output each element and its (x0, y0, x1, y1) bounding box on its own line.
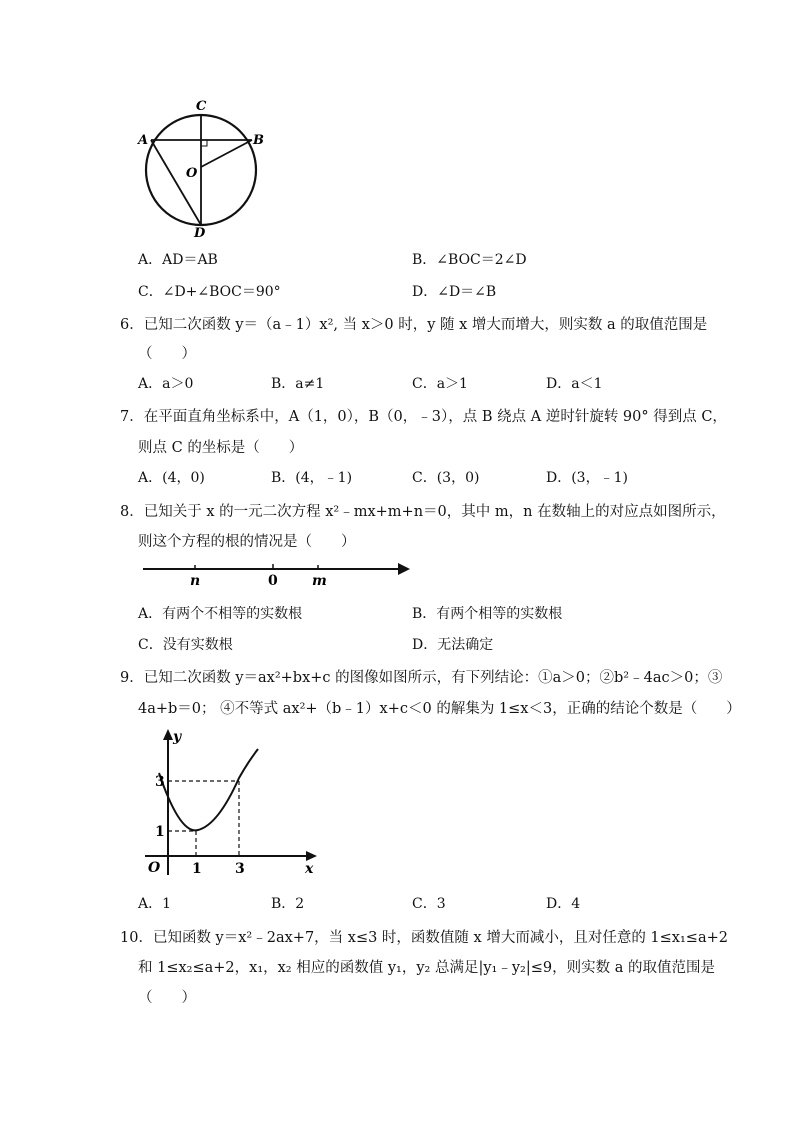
x-axis-arrow-icon (306, 851, 317, 861)
q6-option-a: A．a＞0 (138, 376, 194, 392)
q9-option-d: D．4 (546, 896, 581, 912)
q5-option-b: B．∠BOC＝2∠D (412, 252, 527, 268)
q7-option-c: C．(3，0) (412, 470, 480, 486)
arrow-right-icon (398, 563, 410, 575)
q6-option-c: C．a＞1 (412, 376, 468, 392)
q6-stem-line1: 6．已知二次函数 y＝（a﹣1）x², 当 x＞0 时，y 随 x 增大而增大，则实数 a 的取值范围是 (120, 317, 708, 333)
circle-figure (130, 95, 280, 240)
q10-stem-line1: 10．已知函数 y＝x²﹣2ax+7，当 x≤3 时，函数值随 x 增大而减小，且对任意的 1≤x₁≤a+2 (120, 930, 728, 946)
number-line (140, 558, 415, 590)
q8-option-a: A．有两个不相等的实数根 (138, 606, 303, 622)
q7-stem-line1: 7．在平面直角坐标系中，A（1，0），B（0，﹣3），点 B 绕点 A 逆时针旋转 90° 得到点 C， (120, 409, 727, 425)
label-b: B (253, 133, 264, 148)
q5-option-d: D．∠D＝∠B (412, 284, 497, 300)
line-ad (151, 140, 201, 225)
label-m: m (312, 573, 327, 589)
q9-option-c: C．3 (412, 896, 446, 912)
label-zero: 0 (268, 573, 278, 589)
q9-option-a: A．1 (138, 896, 172, 912)
q7-option-b: B．(4，﹣1) (271, 470, 353, 486)
label-x: x (305, 861, 314, 877)
q5-option-c: C．∠D+∠BOC＝90° (138, 284, 281, 300)
q8-option-d: D．无法确定 (412, 637, 494, 653)
q10-stem-line2: 和 1≤x₂≤a+2，x₁，x₂ 相应的函数值 y₁，y₂ 总满足|y₁﹣y₂|≤9，则实数 a 的取值范围是 (138, 960, 715, 976)
q9-stem-line1: 9．已知二次函数 y＝ax²+bx+c 的图像如图所示，有下列结论：①a＞0；②b²﹣4ac＞0；③ (120, 670, 723, 686)
q8-stem-line1: 8．已知关于 x 的一元二次方程 x²﹣mx+m+n＝0，其中 m，n 在数轴上的对应点如图所示， (120, 504, 726, 520)
q7-option-d: D．(3，﹣1) (546, 470, 628, 486)
q7-stem-line2: 则点 C 的坐标是（ ） (138, 440, 304, 456)
q8-stem-line2: 则这个方程的根的情况是（ ） (138, 534, 356, 550)
tick-label-x1: 1 (192, 861, 202, 877)
label-origin: O (148, 860, 161, 876)
tick-label-y3: 3 (155, 774, 165, 790)
q8-option-b: B．有两个相等的实数根 (412, 606, 563, 622)
q6-stem-line2: （ ） (138, 346, 196, 362)
q7-option-a: A．(4，0) (138, 470, 205, 486)
q5-option-a: A．AD＝AB (138, 252, 218, 268)
parabola-curve (159, 749, 258, 830)
q6-option-d: D．a＜1 (546, 376, 603, 392)
label-c: C (196, 99, 207, 114)
line-ob (201, 140, 252, 167)
q9-option-b: B．2 (271, 896, 305, 912)
y-axis-arrow-icon (163, 729, 173, 740)
q10-stem-line3: （ ） (138, 990, 196, 1006)
q6-option-b: B．a≠1 (271, 376, 325, 392)
label-d: D (194, 226, 206, 240)
tick-label-x3: 3 (235, 861, 245, 877)
label-y: y (173, 729, 182, 745)
tick-label-y1: 1 (155, 824, 165, 840)
label-a: A (138, 133, 149, 148)
q8-option-c: C．没有实数根 (138, 637, 233, 653)
label-o: O (186, 166, 198, 181)
parabola-graph (140, 725, 325, 885)
label-n: n (190, 573, 201, 589)
q9-stem-line2: 4a+b＝0； ④不等式 ax²+（b﹣1）x+c＜0 的解集为 1≤x＜3，正确的结论个数是（ ） (138, 701, 741, 717)
